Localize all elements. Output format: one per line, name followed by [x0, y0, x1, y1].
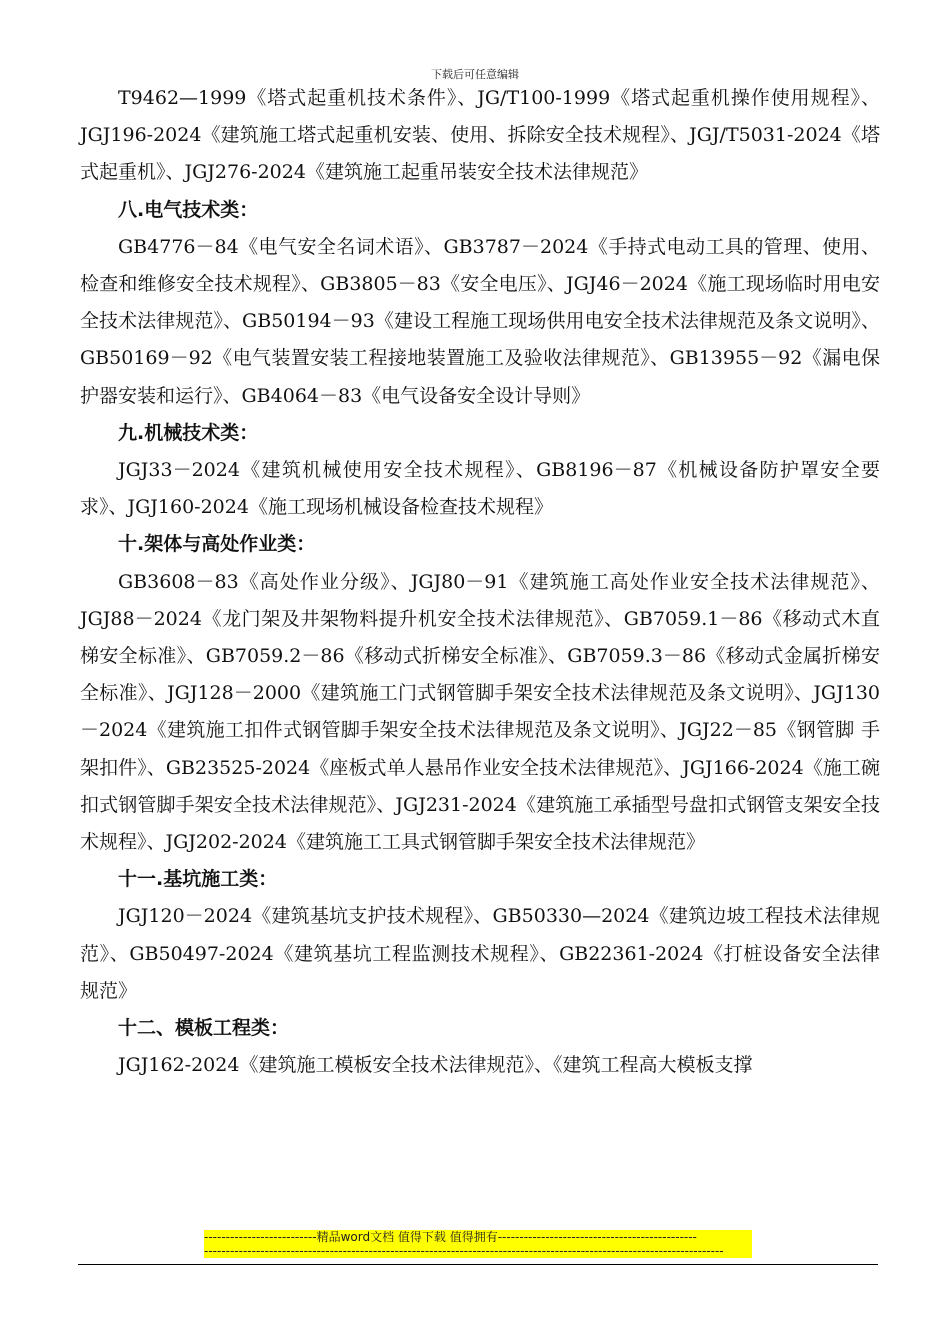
section-heading-mechanical: 九.机械技术类：	[118, 421, 259, 444]
footer-banner-line-1: --------------------------精品word文档 值得下载 值得拥有----------------------------------------------	[204, 1230, 697, 1244]
section-heading-formwork: 十二、模板工程类：	[118, 1017, 290, 1040]
paragraph-electrical-standards: GB4776－84《电气安全名词术语》、GB3787－2024《手持式电动工具的管理、使用、检查和维修安全技术规程》、GB3805－83《安全电压》、JGJ46－2024《施工现场临时用电安全技术法律规范》、GB50194－93《建设工程施工现场供用电安全技术法律规范及条文说明》、GB50169－92《电气装置安装工程接地装置施工及验收法律规范》、GB13955－92《漏电保护器安装和运行》、GB4064－83《电气设备安全设计导则》	[80, 235, 880, 407]
paragraph-formwork-standards: JGJ162-2024《建筑施工模板安全技术法律规范》、《建筑工程高大模板支撑	[118, 1054, 753, 1077]
header-note: 下载后可任意编辑	[431, 68, 519, 81]
footer-banner	[204, 1230, 752, 1258]
paragraph-foundation-pit-standards: JGJ120－2024《建筑基坑支护技术规程》、GB50330—2024《建筑边坡工程技术法律规范》、GB50497-2024《建筑基坑工程监测技术规程》、GB22361-2024《打桩设备安全法律规范》	[80, 905, 880, 1002]
paragraph-mechanical-standards: JGJ33－2024《建筑机械使用安全技术规程》、GB8196－87《机械设备防护罩安全要求》、JGJ160-2024《施工现场机械设备检查技术规程》	[80, 459, 880, 519]
paragraph-scaffold-standards: GB3608－83《高处作业分级》、JGJ80－91《建筑施工高处作业安全技术法律规范》、JGJ88－2024《龙门架及井架物料提升机安全技术法律规范》、GB7059.1－86《移动式木直梯安全标准》、GB7059.2－86《移动式折梯安全标准》、GB7059.3－86《移动式金属折梯安全标准》、JGJ128－2000《建筑施工门式钢管脚手架安全技术法律规范及条文说明》、JGJ130－2024《建筑施工扣件式钢管脚手架安全技术法律规范及条文说明》、JGJ22－85《钢管脚 手架扣件》、GB23525-2024《座板式单人悬吊作业安全技术法律规范》、JGJ166-2024《施工碗扣式钢管脚手架安全技术法律规范》、JGJ231-2024《建筑施工承插型号盘扣式钢管支架安全技术规程》、JGJ202-2024《建筑施工工具式钢管脚手架安全技术法律规范》	[80, 570, 880, 854]
document-body	[80, 80, 880, 1084]
section-heading-foundation-pit: 十一.基坑施工类：	[118, 868, 278, 891]
section-heading-electrical: 八.电气技术类：	[118, 198, 259, 221]
paragraph-crane-standards: T9462—1999《塔式起重机技术条件》、JG/T100-1999《塔式起重机操作使用规程》、JGJ196-2024《建筑施工塔式起重机安装、使用、拆除安全技术规程》、JGJ/T5031-2024《塔式起重机》、JGJ276-2024《建筑施工起重吊装安全技术法律规范》	[80, 87, 880, 184]
section-heading-scaffold-height-work: 十.架体与高处作业类：	[118, 533, 316, 556]
footer-banner-line-2: ------------------------------------------------------------------------------------------------------------------------	[204, 1244, 724, 1258]
footer-rule	[78, 1264, 878, 1265]
